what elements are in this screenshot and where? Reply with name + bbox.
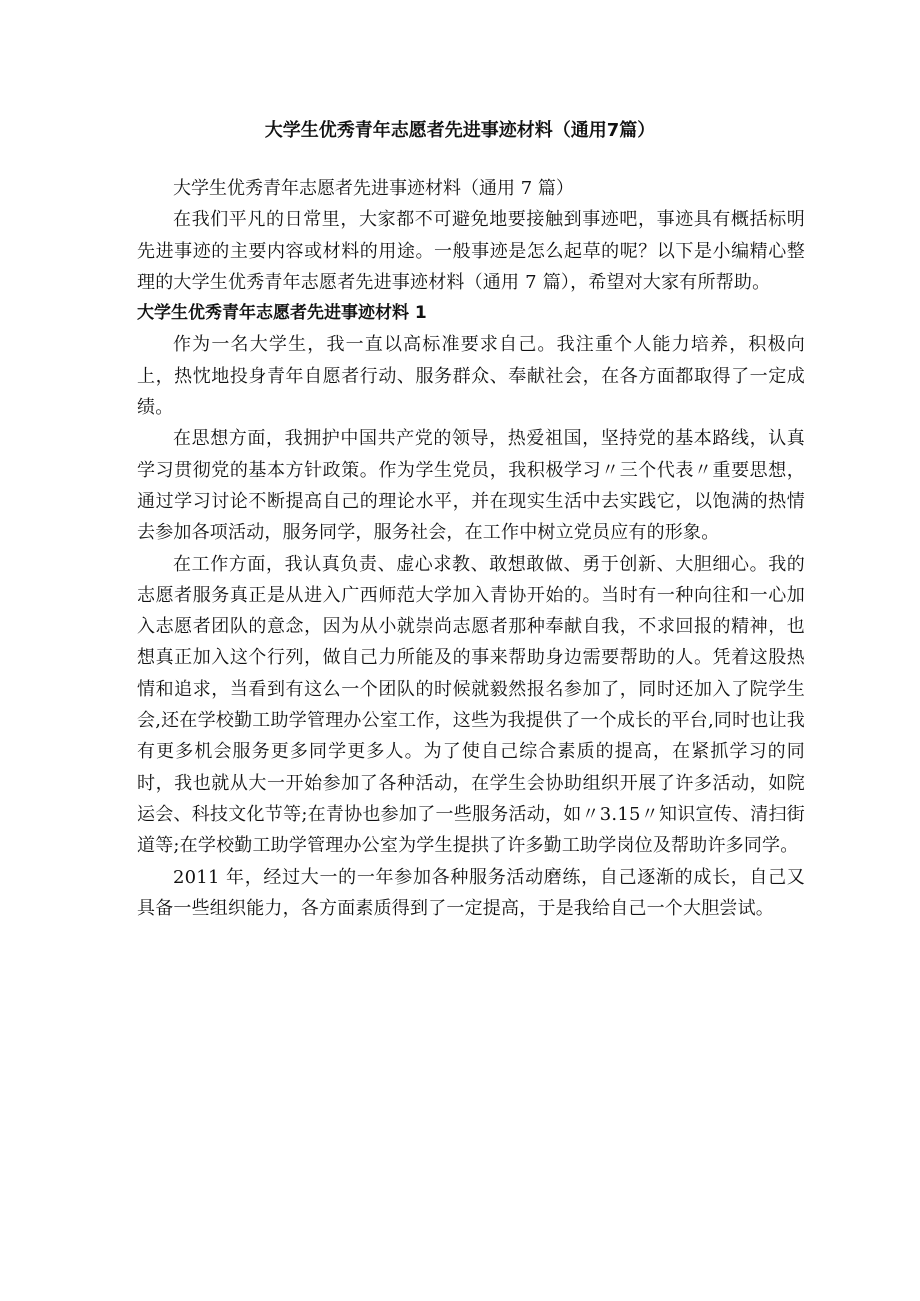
- section-heading: 大学生优秀青年志愿者先进事迹材料 1: [137, 303, 427, 324]
- body-paragraph-4: 2011 年，经过大一的一年参加各种服务活动磨练，自己逐渐的成长，自己又具备一些组织能力，各方面素质得到了一定提高，于是我给自己一个大胆尝试。: [137, 866, 805, 919]
- document-subtitle: 大学生优秀青年志愿者先进事迹材料（通用 7 篇）: [173, 178, 574, 199]
- intro-paragraph: 在我们平凡的日常里，大家都不可避免地要接触到事迹吧，事迹具有概括标明先进事迹的主要内容或材料的用途。一般事迹是怎么起草的呢？以下是小编精心整理的大学生优秀青年志愿者先进事迹材料（通用 7 篇），希望对大家有所帮助。: [137, 209, 805, 293]
- body-paragraph-3: 在工作方面，我认真负责、虚心求教、敢想敢做、勇于创新、大胆细心。我的志愿者服务真正是从进入广西师范大学加入青协开始的。当时有一种向往和一心加入志愿者团队的意念，因为从小就崇尚志愿者那种奉献自我，不求回报的精神，也想真正加入这个行列，做自己力所能及的事来帮助身边需要帮助的人。凭着这股热情和追求，当看到有这么一个团队的时候就毅然报名参加了，同时还加入了院学生会,还在学校勤工助学管理办公室工作，这些为我提供了一个成长的平台,同时也让我有更多机会服务更多同学更多人。为了使自己综合素质的提高，在紧抓学习的同时，我也就从大一开始参加了各种活动，在学生会协助组织开展了许多活动，如院运会、科技文化节等;在青协也参加了一些服务活动，如〃3.15〃知识宣传、清扫街道等;在学校勤工助学管理办公室为学生提拱了许多勤工助学岗位及帮助许多同学。: [137, 553, 805, 857]
- document-title: 大学生优秀青年志愿者先进事迹材料（通用7篇）: [264, 120, 656, 141]
- body-paragraph-1: 作为一名大学生，我一直以高标准要求自己。我注重个人能力培养，积极向上，热忱地投身青年自愿者行动、服务群众、奉献社会，在各方面都取得了一定成绩。: [137, 334, 805, 419]
- document-body: [137, 173, 805, 924]
- body-paragraph-2: 在思想方面，我拥护中国共产党的领导，热爱祖国，坚持党的基本路线，认真学习贯彻党的基本方针政策。作为学生党员，我积极学习〃三个代表〃重要思想，通过学习讨论不断提高自己的理论水平，并在现实生活中去实践它，以饱满的热情去参加各项活动，服务同学，服务社会，在工作中树立党员应有的形象。: [137, 428, 805, 544]
